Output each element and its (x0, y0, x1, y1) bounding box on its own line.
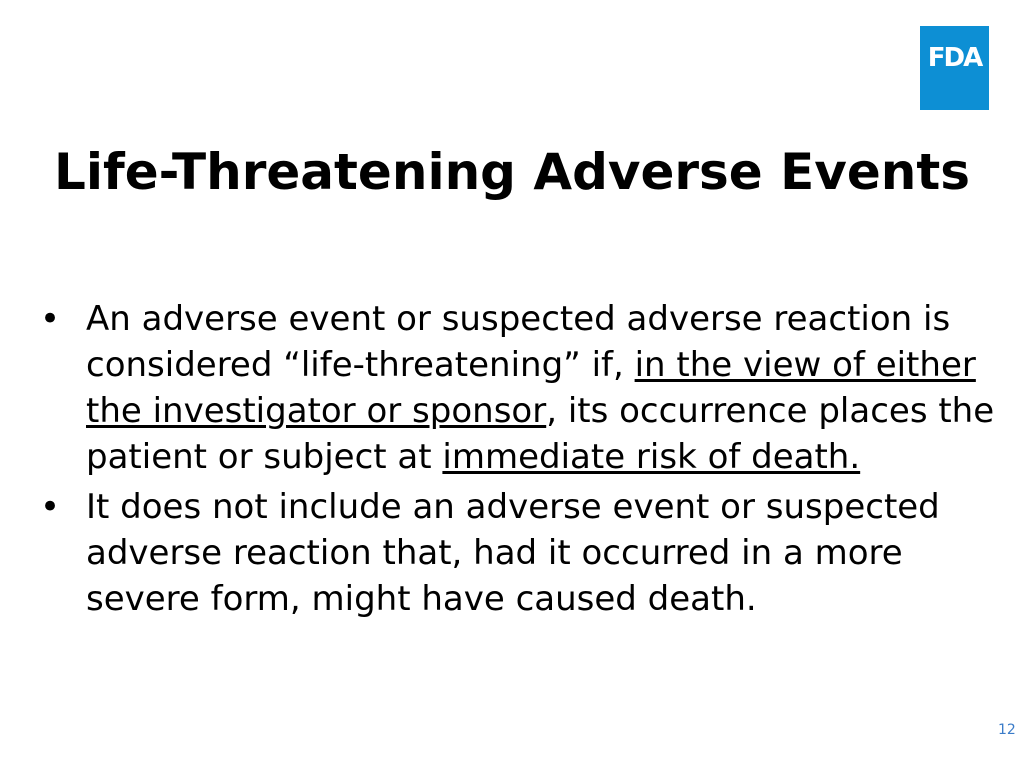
fda-logo (920, 26, 989, 110)
bullet-item-2 (40, 484, 1000, 622)
bullet-1-text-b: , its occurrence places the patient or subject at (86, 391, 995, 477)
slide-title: Life-Threatening Adverse Events (53, 143, 971, 201)
bullet-list (40, 296, 1000, 626)
bullet-1-underlined-risk: immediate risk of death. (442, 437, 861, 477)
bullet-dot-icon: • (40, 487, 61, 527)
bullet-2-text: It does not include an adverse event or suspected adverse reaction that, had it occurred in a more severe form, might have caused death. (86, 487, 940, 619)
bullet-1-text-a: An adverse event or suspected adverse reaction is considered “life-threatening” if, (86, 299, 951, 385)
bullet-item-1 (40, 296, 1000, 480)
bullet-1-underlined-view: in the view of either the investigator or sponsor (86, 345, 976, 431)
fda-logo-text: FDA (927, 43, 982, 73)
bullet-dot-icon: • (40, 299, 61, 339)
slide-number: 12 (998, 722, 1016, 738)
